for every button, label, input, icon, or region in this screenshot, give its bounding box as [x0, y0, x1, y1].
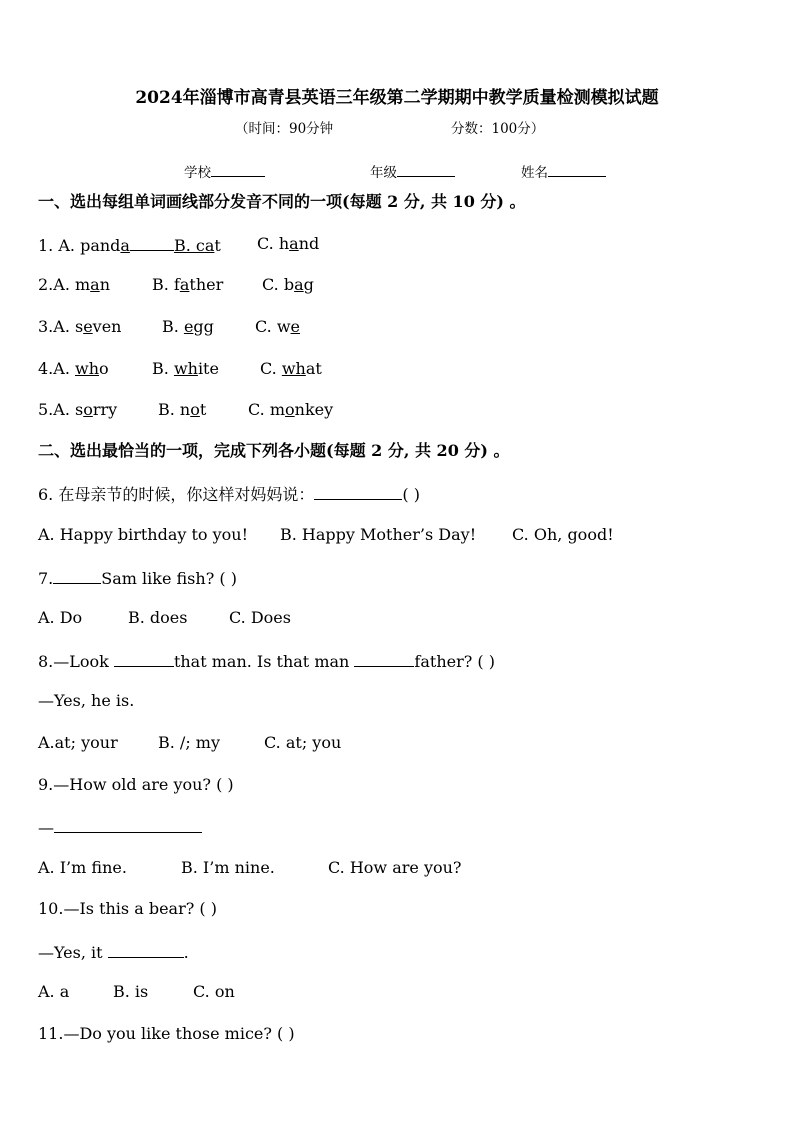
answer-blank[interactable] — [354, 650, 414, 667]
answer-blank[interactable] — [53, 567, 101, 584]
question-9-option-b: B. I’m nine. — [181, 858, 275, 877]
question-5-option-c: C. monkey — [248, 400, 334, 419]
question-10: 10.—Is this a bear? ( ) — [38, 899, 217, 918]
name-field — [521, 160, 606, 183]
answer-blank[interactable] — [54, 816, 202, 833]
question-8-option-b: B. /; my — [158, 733, 221, 752]
question-10-option-a: A. a — [38, 982, 70, 1001]
question-7-option-b: B. does — [128, 608, 188, 627]
school-blank[interactable] — [211, 160, 265, 177]
question-1-option-c: C. hand — [257, 234, 320, 253]
question-3-option-b: B. egg — [162, 317, 214, 336]
question-8-option-c: C. at; you — [264, 733, 342, 752]
question-6-option-a: A. Happy birthday to you! — [38, 525, 249, 544]
question-3-option-c: C. we — [255, 317, 301, 336]
question-6-option-b: B. Happy Mother’s Day! — [280, 525, 477, 544]
question-7: 7. Sam like fish? ( ) — [38, 569, 237, 588]
name-label: 姓名 — [521, 165, 548, 181]
question-9-reply: — — [38, 816, 202, 838]
exam-time: （时间：90分钟 — [235, 121, 334, 137]
question-4-option-b: B. white — [152, 359, 219, 378]
question-7-option-a: A. Do — [38, 608, 83, 627]
question-2-option-b: B. father — [152, 275, 224, 294]
question-10-option-c: C. on — [193, 982, 235, 1001]
question-1: 1. A. panda B. cat — [38, 236, 221, 255]
question-7-option-c: C. Does — [229, 608, 291, 627]
question-10-option-b: B. is — [113, 982, 149, 1001]
question-6: 6. 在母亲节的时候，你这样对妈妈说： ( ) — [38, 485, 420, 504]
question-5-option-b: B. not — [158, 400, 207, 419]
section1-heading: 一、选出每组单词画线部分发音不同的一项(每题 2 分, 共 10 分) 。 — [38, 192, 526, 211]
question-2-option-c: C. bag — [262, 275, 314, 294]
grade-label: 年级 — [370, 165, 397, 181]
question-4-option-c: C. what — [260, 359, 322, 378]
name-blank[interactable] — [548, 160, 606, 177]
question-9-option-a: A. I’m fine. — [38, 858, 127, 877]
answer-blank[interactable] — [130, 234, 174, 251]
question-8-option-a: A.at; your — [38, 733, 118, 752]
school-field — [184, 160, 265, 183]
question-11: 11.—Do you like those mice? ( ) — [38, 1024, 295, 1043]
question-2: 2.A. man — [38, 275, 111, 294]
question-6-option-c: C. Oh, good! — [512, 525, 614, 544]
question-5: 5.A. sorry — [38, 400, 118, 419]
question-3: 3.A. seven — [38, 317, 122, 336]
question-9-option-c: C. How are you? — [328, 858, 462, 877]
question-8-reply: —Yes, he is. — [38, 691, 135, 710]
grade-field — [370, 160, 455, 183]
question-10-reply: —Yes, it . — [38, 943, 189, 962]
question-9: 9.—How old are you? ( ) — [38, 775, 234, 794]
grade-blank[interactable] — [397, 160, 455, 177]
question-4: 4.A. who — [38, 359, 109, 378]
answer-blank[interactable] — [314, 483, 402, 500]
answer-blank[interactable] — [108, 941, 184, 958]
answer-blank[interactable] — [114, 650, 174, 667]
exam-score: 分数：100分） — [451, 121, 545, 137]
section2-heading: 二、选出最恰当的一项，完成下列各小题(每题 2 分, 共 20 分) 。 — [38, 441, 510, 460]
school-label: 学校 — [184, 165, 211, 181]
page-title: 2024年淄博市高青县英语三年级第二学期期中教学质量检测模拟试题 — [135, 88, 659, 108]
question-8: 8.—Look that man. Is that man father? ( ) — [38, 652, 495, 671]
